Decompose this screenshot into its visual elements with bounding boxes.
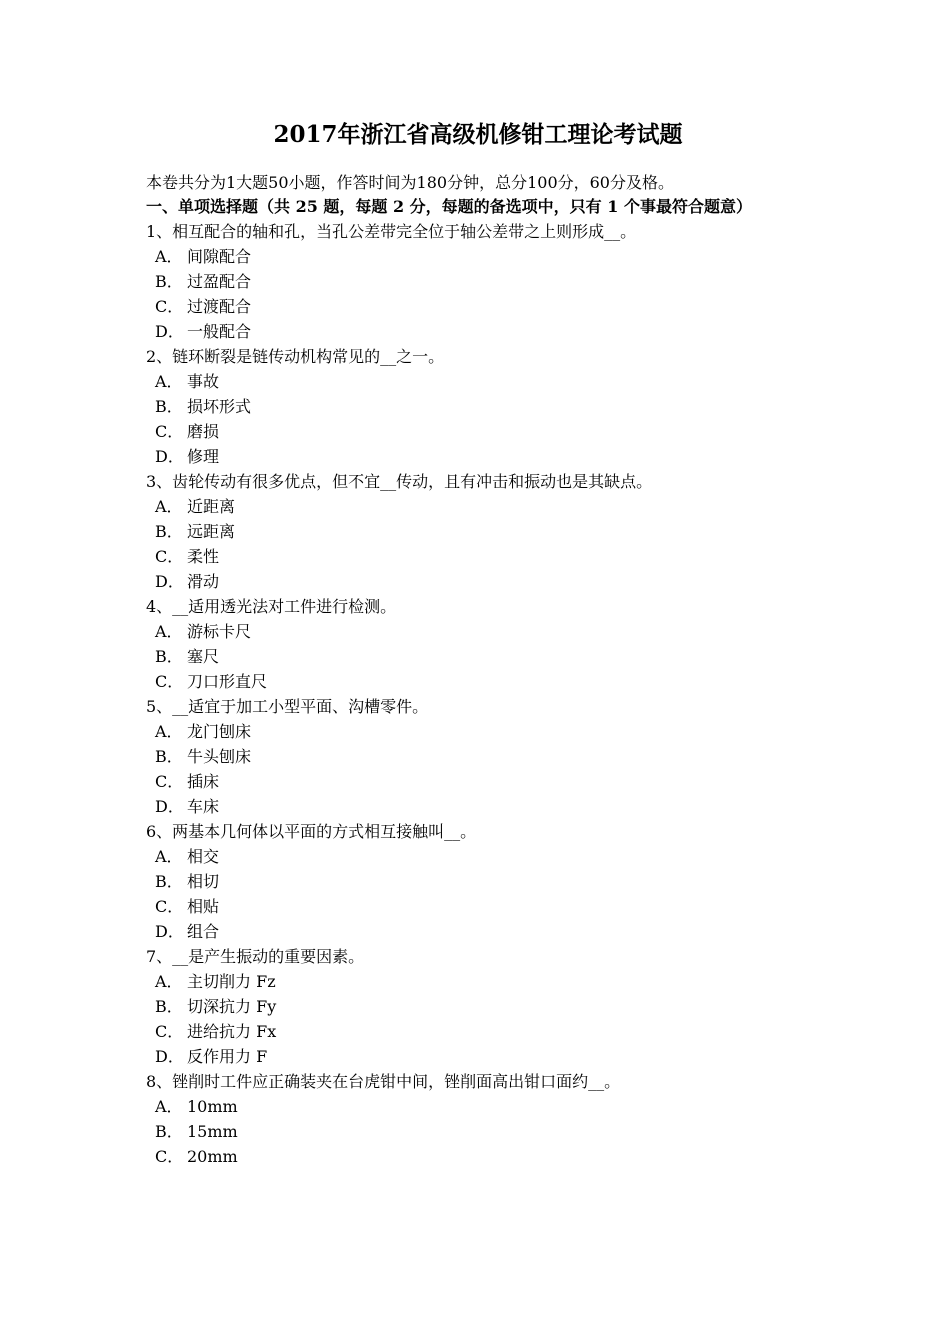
option-letter: B． (155, 872, 183, 891)
answer-option (146, 244, 810, 269)
answer-option (146, 969, 810, 994)
option-text: 刀口形直尺 (187, 672, 268, 691)
question-stem: 1、相互配合的轴和孔，当孔公差带完全位于轴公差带之上则形成__。 (146, 222, 637, 241)
option-text: 事故 (187, 372, 220, 391)
option-text: 相贴 (187, 897, 220, 916)
answer-option (146, 519, 810, 544)
question-item (146, 1069, 810, 1169)
option-text: 反作用力 F (187, 1047, 268, 1066)
answer-option (146, 394, 810, 419)
answer-option (146, 369, 810, 394)
option-text: 相切 (187, 872, 220, 891)
question-item (146, 594, 810, 694)
option-letter: A． (155, 1097, 183, 1116)
option-letter: C． (155, 547, 184, 566)
option-text: 远距离 (187, 522, 236, 541)
option-text: 塞尺 (187, 647, 220, 666)
answer-option (146, 919, 810, 944)
answer-option (146, 1094, 810, 1119)
option-text: 近距离 (187, 497, 236, 516)
option-letter: D． (155, 447, 184, 466)
option-text: 间隙配合 (187, 247, 252, 266)
answer-option (146, 294, 810, 319)
answer-option (146, 444, 810, 469)
answer-option (146, 744, 810, 769)
option-letter: C． (155, 672, 184, 691)
option-letter: B． (155, 272, 183, 291)
option-letter: C． (155, 897, 184, 916)
option-letter: A． (155, 622, 183, 641)
option-letter: D． (155, 1047, 184, 1066)
question-stem: 5、__适宜于加工小型平面、沟槽零件。 (146, 697, 429, 716)
option-text: 过盈配合 (187, 272, 252, 291)
question-stem: 6、两基本几何体以平面的方式相互接触叫__。 (146, 822, 477, 841)
answer-option (146, 894, 810, 919)
option-letter: D． (155, 322, 184, 341)
question-item (146, 219, 810, 344)
question-item (146, 944, 810, 1069)
question-item (146, 819, 810, 944)
option-text: 切深抗力 Fy (187, 997, 277, 1016)
option-letter: B． (155, 997, 183, 1016)
option-letter: C． (155, 1022, 184, 1041)
answer-option (146, 319, 810, 344)
document-title: 2017年浙江省高级机修钳工理论考试题 (273, 121, 683, 148)
option-letter: C． (155, 1147, 184, 1166)
document-page (146, 118, 810, 1169)
option-text: 柔性 (187, 547, 220, 566)
option-letter: C． (155, 422, 184, 441)
section-heading: 一、单项选择题（共 25 题，每题 2 分，每题的备选项中，只有 1 个事最符合题意） (146, 197, 752, 216)
option-letter: A． (155, 497, 183, 516)
answer-option (146, 1119, 810, 1144)
option-text: 10mm (187, 1097, 238, 1116)
option-text: 磨损 (187, 422, 220, 441)
option-text: 滑动 (187, 572, 220, 591)
answer-option (146, 1144, 810, 1169)
option-letter: A． (155, 247, 183, 266)
option-text: 20mm (187, 1147, 238, 1166)
option-letter: C． (155, 772, 184, 791)
answer-option (146, 1019, 810, 1044)
answer-option (146, 719, 810, 744)
option-text: 牛头刨床 (187, 747, 252, 766)
question-stem: 8、锉削时工件应正确装夹在台虎钳中间，锉削面高出钳口面约__。 (146, 1072, 621, 1091)
option-letter: A． (155, 847, 183, 866)
answer-option (146, 1044, 810, 1069)
option-text: 游标卡尺 (187, 622, 252, 641)
option-text: 车床 (187, 797, 220, 816)
answer-option (146, 569, 810, 594)
option-letter: B． (155, 647, 183, 666)
option-letter: A． (155, 972, 183, 991)
question-list (146, 219, 810, 1169)
option-letter: B． (155, 397, 183, 416)
question-stem: 4、__适用透光法对工件进行检测。 (146, 597, 397, 616)
answer-option (146, 994, 810, 1019)
answer-option (146, 769, 810, 794)
question-stem: 7、__是产生振动的重要因素。 (146, 947, 365, 966)
option-letter: D． (155, 797, 184, 816)
option-text: 一般配合 (187, 322, 252, 341)
option-text: 组合 (187, 922, 220, 941)
option-letter: A． (155, 372, 183, 391)
question-stem: 3、齿轮传动有很多优点，但不宜__传动，且有冲击和振动也是其缺点。 (146, 472, 653, 491)
answer-option (146, 644, 810, 669)
question-stem: 2、链环断裂是链传动机构常见的__之一。 (146, 347, 445, 366)
answer-option (146, 269, 810, 294)
option-text: 损坏形式 (187, 397, 252, 416)
option-letter: B． (155, 522, 183, 541)
option-text: 龙门刨床 (187, 722, 252, 741)
answer-option (146, 544, 810, 569)
question-item (146, 344, 810, 469)
option-text: 插床 (187, 772, 220, 791)
option-text: 主切削力 Fz (187, 972, 276, 991)
option-letter: D． (155, 572, 184, 591)
answer-option (146, 669, 810, 694)
option-text: 进给抗力 Fx (187, 1022, 277, 1041)
answer-option (146, 844, 810, 869)
option-letter: A． (155, 722, 183, 741)
option-text: 15mm (187, 1122, 238, 1141)
answer-option (146, 869, 810, 894)
answer-option (146, 619, 810, 644)
answer-option (146, 494, 810, 519)
answer-option (146, 794, 810, 819)
exam-instructions: 本卷共分为1大题50小题，作答时间为180分钟，总分100分，60分及格。 (146, 173, 674, 192)
option-letter: B． (155, 747, 183, 766)
option-letter: B． (155, 1122, 183, 1141)
option-text: 修理 (187, 447, 220, 466)
option-letter: D． (155, 922, 184, 941)
option-letter: C． (155, 297, 184, 316)
option-text: 相交 (187, 847, 220, 866)
question-item (146, 694, 810, 819)
option-text: 过渡配合 (187, 297, 252, 316)
answer-option (146, 419, 810, 444)
question-item (146, 469, 810, 594)
